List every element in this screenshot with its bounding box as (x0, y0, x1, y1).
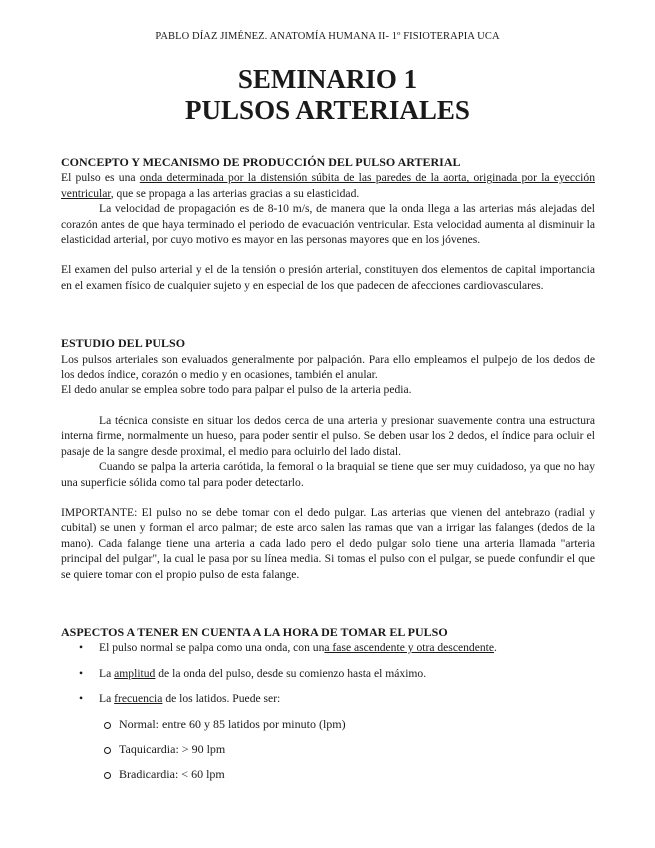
underlined-text: frecuencia (114, 692, 163, 706)
paragraph: El dedo anular se emplea sobre todo para palpar el pulso de la arteria pedia. (61, 383, 412, 397)
bullet-list (61, 640, 595, 782)
document-body (61, 155, 595, 793)
underlined-text: onda determinada por la distensión súbita de las paredes de la aorta, originada por la eyección ventricular (61, 171, 595, 200)
section-heading-estudio: ESTUDIO DEL PULSO (61, 336, 186, 351)
section-heading-concepto: CONCEPTO Y MECANISMO DE PRODUCCIÓN DEL PULSO ARTERIAL (61, 155, 461, 169)
title-line-2: PULSOS ARTERIALES (185, 95, 470, 125)
title-line-1: SEMINARIO 1 (237, 64, 418, 94)
sub-list-item: Normal: entre 60 y 85 latidos por minuto (lpm) (119, 717, 595, 732)
list-item: • La amplitud de la onda del pulso, desde su comienzo hasta el máximo. (99, 666, 595, 681)
paragraph: El examen del pulso arterial y el de la tensión o presión arterial, constituyen dos elementos de capital importancia en el examen físico de cualquier sujeto y en especial de los que padecen de afecciones cardiovasculares. (61, 263, 595, 292)
sub-list-item: Bradicardia: < 60 lpm (119, 767, 595, 782)
paragraph-importante: IMPORTANTE: El pulso no se debe tomar con el dedo pulgar. Las arterias que vienen del antebrazo (radial y cubital) se unen y forman el arco palmar; de este arco salen las ramas que van a irrigar las falanges (dedos de la mano). Cada falange tiene una arteria a cada lado pero el dedo pulgar solo tiene una arteria llamada "arteria principal del pulgar", la cual le pasa por su línea media. Si tomas el pulso con el pulgar, se puede confundir el que se quiere tomar con el propio pulso de esta falange. (61, 505, 595, 581)
sub-list (99, 717, 595, 783)
section-heading-aspectos: ASPECTOS A TENER EN CUENTA A LA HORA DE TOMAR EL PULSO (61, 624, 448, 639)
paragraph: Cuando se palpa la arteria carótida, la femoral o la braquial se tiene que ser muy cuidadoso, ya que no hay una superficie sólida como tal para poder detectarlo. (61, 460, 595, 489)
document-title (0, 64, 655, 126)
sub-list-item: Taquicardia: > 90 lpm (119, 742, 595, 757)
text-run: , que se propaga a las arterias gracias a su elasticidad. (110, 186, 360, 200)
page-header: PABLO DÍAZ JIMÉNEZ. ANATOMÍA HUMANA II- 1º FISIOTERAPIA UCA (155, 31, 500, 42)
paragraph: La técnica consiste en situar los dedos cerca de una arteria y presionar suavemente contra una estructura interna firme, normalmente un hueso, para poder sentir el pulso. Se deben usar los 2 dedos, el índice para ocluir el pasaje de la sangre desde proximal, el medio para ocluirlo del lado distal. (61, 413, 595, 458)
list-item: • La frecuencia de los latidos. Puede ser: Normal: entre 60 y 85 latidos por minuto (lpm) Taquicardia: > 90 lpm Bradicardia: < 60 lpm (99, 691, 595, 783)
list-item: • El pulso normal se palpa como una onda, con una fase ascendente y otra descendente. (99, 640, 595, 655)
text-run: El pulso es una (61, 171, 140, 185)
paragraph (61, 170, 595, 201)
paragraph: Los pulsos arteriales son evaluados generalmente por palpación. Para ello empleamos el pulpejo de los dedos de los dedos índice, corazón o medio y en ocasiones, también el anular. (61, 352, 595, 382)
underlined-text: a fase ascendente y otra descendente (324, 641, 495, 655)
underlined-text: amplitud (114, 666, 156, 680)
paragraph: La velocidad de propagación es de 8-10 m/s, de manera que la onda llega a las arterias más alejadas del corazón antes de que haya terminado el periodo de evacuación ventricular. Esta velocidad aumenta al disminuir la elasticidad arterial, por cuyo motivo es mayor en las personas mayores que en los jóvenes. (61, 202, 595, 247)
